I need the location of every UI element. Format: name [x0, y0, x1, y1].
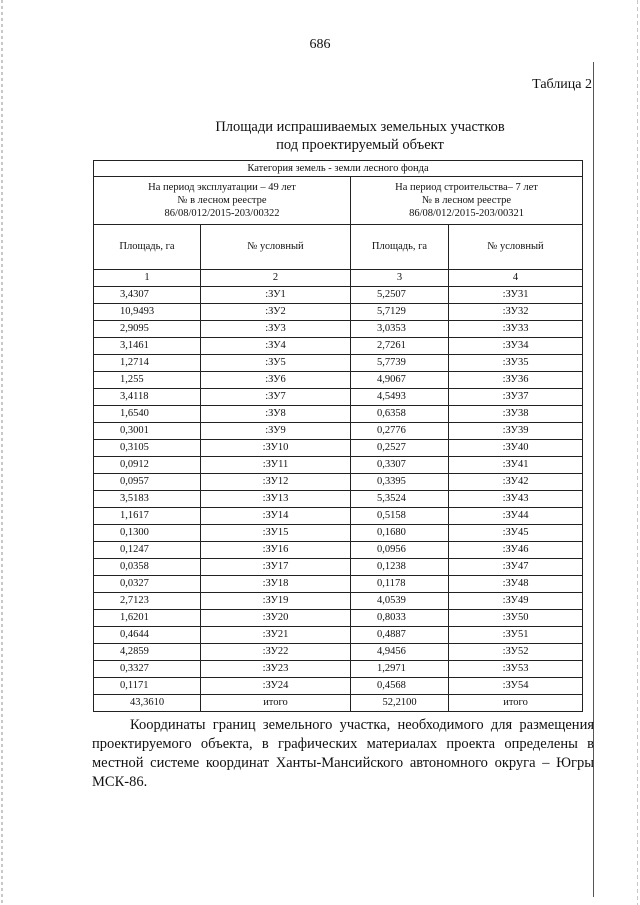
column-number: 1: [94, 270, 201, 287]
table-row: [94, 627, 583, 644]
plot-number-construction: :ЗУ36: [449, 372, 583, 389]
area-construction: 0,4568: [351, 678, 449, 695]
table-row: [94, 559, 583, 576]
plot-number-operation: :ЗУ21: [201, 627, 351, 644]
table-row: [94, 661, 583, 678]
total-area-operation: 43,3610: [94, 695, 201, 712]
plot-number-construction: :ЗУ49: [449, 593, 583, 610]
table-row: [94, 287, 583, 304]
area-operation: 0,3001: [94, 423, 201, 440]
table-row: [94, 610, 583, 627]
area-construction: 0,4887: [351, 627, 449, 644]
land-plots-table: [93, 160, 583, 712]
plot-number-construction: :ЗУ47: [449, 559, 583, 576]
plot-number-operation: :ЗУ9: [201, 423, 351, 440]
plot-number-construction: :ЗУ31: [449, 287, 583, 304]
plot-number-construction: :ЗУ43: [449, 491, 583, 508]
page-number: 686: [309, 37, 331, 52]
table-row: [94, 372, 583, 389]
area-operation: 3,1461: [94, 338, 201, 355]
plot-number-construction: :ЗУ38: [449, 406, 583, 423]
footer-text: Координаты границ земельного участка, необходимого для размещения проектируемого объекта, в графических материалах проекта определены в местной системе координат Ханты-Мансийского автономного округа – Югры МСК-86.: [92, 717, 594, 790]
table-row: [94, 508, 583, 525]
plot-number-construction: :ЗУ54: [449, 678, 583, 695]
construction-period-label: На период строительства– 7 лет: [395, 182, 538, 193]
construction-period-header: [351, 177, 583, 225]
plot-number-operation: :ЗУ4: [201, 338, 351, 355]
column-header: № условный: [449, 225, 583, 270]
area-operation: 1,2714: [94, 355, 201, 372]
area-operation: 2,7123: [94, 593, 201, 610]
area-construction: 4,0539: [351, 593, 449, 610]
table-row: [94, 389, 583, 406]
operation-period-header: [94, 177, 351, 225]
plot-number-construction: :ЗУ44: [449, 508, 583, 525]
plot-number-operation: :ЗУ1: [201, 287, 351, 304]
plot-number-operation: :ЗУ23: [201, 661, 351, 678]
plot-number-operation: :ЗУ19: [201, 593, 351, 610]
area-construction: 0,2776: [351, 423, 449, 440]
column-number: 2: [201, 270, 351, 287]
table-body: [94, 287, 583, 695]
plot-number-operation: :ЗУ16: [201, 542, 351, 559]
plot-number-operation: :ЗУ14: [201, 508, 351, 525]
area-operation: 1,6540: [94, 406, 201, 423]
plot-number-construction: :ЗУ50: [449, 610, 583, 627]
area-operation: 0,4644: [94, 627, 201, 644]
table-row: [94, 321, 583, 338]
area-construction: 4,5493: [351, 389, 449, 406]
area-operation: 1,1617: [94, 508, 201, 525]
area-operation: 10,9493: [94, 304, 201, 321]
table-row: [94, 576, 583, 593]
plot-number-operation: :ЗУ12: [201, 474, 351, 491]
plot-number-operation: :ЗУ6: [201, 372, 351, 389]
plot-number-construction: :ЗУ40: [449, 440, 583, 457]
area-construction: 0,2527: [351, 440, 449, 457]
plot-number-construction: :ЗУ35: [449, 355, 583, 372]
total-label: итого: [449, 695, 583, 712]
column-number: 3: [351, 270, 449, 287]
column-header: № условный: [201, 225, 351, 270]
plot-number-operation: :ЗУ18: [201, 576, 351, 593]
area-operation: 0,0327: [94, 576, 201, 593]
table-title: [0, 118, 640, 154]
area-operation: 1,255: [94, 372, 201, 389]
area-operation: 0,1300: [94, 525, 201, 542]
area-operation: 3,5183: [94, 491, 201, 508]
plot-number-construction: :ЗУ33: [449, 321, 583, 338]
plot-number-operation: :ЗУ24: [201, 678, 351, 695]
totals-row: [94, 695, 583, 712]
area-construction: 3,0353: [351, 321, 449, 338]
table-row: [94, 440, 583, 457]
operation-registry-number: 86/08/012/2015-203/00322: [164, 208, 280, 219]
area-operation: 0,1171: [94, 678, 201, 695]
table-row: [94, 457, 583, 474]
area-operation: 0,1247: [94, 542, 201, 559]
area-operation: 4,2859: [94, 644, 201, 661]
area-operation: 0,3105: [94, 440, 201, 457]
operation-registry-label: № в лесном реестре: [177, 195, 267, 206]
plot-number-operation: :ЗУ20: [201, 610, 351, 627]
table-row: [94, 525, 583, 542]
table-row: [94, 593, 583, 610]
total-label: итого: [201, 695, 351, 712]
table-row: [94, 474, 583, 491]
category-header: Категория земель - земли лесного фонда: [94, 161, 583, 177]
area-construction: 5,3524: [351, 491, 449, 508]
construction-registry-label: № в лесном реестре: [421, 195, 512, 206]
footer-paragraph: [92, 716, 594, 792]
area-construction: 0,0956: [351, 542, 449, 559]
area-construction: 0,1238: [351, 559, 449, 576]
area-operation: 2,9095: [94, 321, 201, 338]
plot-number-operation: :ЗУ7: [201, 389, 351, 406]
plot-number-operation: :ЗУ10: [201, 440, 351, 457]
plot-number-operation: :ЗУ3: [201, 321, 351, 338]
table-row: [94, 304, 583, 321]
plot-number-construction: :ЗУ46: [449, 542, 583, 559]
table-row: [94, 542, 583, 559]
area-construction: 0,5158: [351, 508, 449, 525]
area-construction: 0,8033: [351, 610, 449, 627]
plot-number-construction: :ЗУ51: [449, 627, 583, 644]
plot-number-operation: :ЗУ2: [201, 304, 351, 321]
area-construction: 4,9456: [351, 644, 449, 661]
table-row: [94, 423, 583, 440]
plot-number-construction: :ЗУ48: [449, 576, 583, 593]
area-construction: 4,9067: [351, 372, 449, 389]
table-row: [94, 678, 583, 695]
operation-period-label: На период эксплуатации – 49 лет: [148, 182, 296, 193]
area-construction: 2,7261: [351, 338, 449, 355]
plot-number-construction: :ЗУ52: [449, 644, 583, 661]
table-row: [94, 406, 583, 423]
construction-registry-number: 86/08/012/2015-203/00321: [409, 208, 524, 219]
plot-number-construction: :ЗУ39: [449, 423, 583, 440]
table-label: Таблица 2: [532, 77, 592, 92]
area-construction: 0,3307: [351, 457, 449, 474]
plot-number-operation: :ЗУ13: [201, 491, 351, 508]
table-title-line-2: под проектируемый объект: [276, 137, 444, 153]
plot-number-construction: :ЗУ41: [449, 457, 583, 474]
plot-number-construction: :ЗУ45: [449, 525, 583, 542]
area-construction: 1,2971: [351, 661, 449, 678]
column-header: Площадь, га: [94, 225, 201, 270]
area-construction: 0,6358: [351, 406, 449, 423]
plot-number-operation: :ЗУ15: [201, 525, 351, 542]
table-row: [94, 644, 583, 661]
column-number: 4: [449, 270, 583, 287]
area-operation: 0,0358: [94, 559, 201, 576]
column-header: Площадь, га: [351, 225, 449, 270]
plot-number-construction: :ЗУ37: [449, 389, 583, 406]
area-operation: 3,4118: [94, 389, 201, 406]
plot-number-construction: :ЗУ42: [449, 474, 583, 491]
area-construction: 5,7129: [351, 304, 449, 321]
plot-number-operation: :ЗУ17: [201, 559, 351, 576]
table-row: [94, 355, 583, 372]
plot-number-construction: :ЗУ34: [449, 338, 583, 355]
area-operation: 0,0957: [94, 474, 201, 491]
area-operation: 1,6201: [94, 610, 201, 627]
plot-number-operation: :ЗУ5: [201, 355, 351, 372]
plot-number-operation: :ЗУ8: [201, 406, 351, 423]
area-construction: 0,1178: [351, 576, 449, 593]
plot-number-construction: :ЗУ53: [449, 661, 583, 678]
area-construction: 5,7739: [351, 355, 449, 372]
plot-number-construction: :ЗУ32: [449, 304, 583, 321]
area-operation: 0,0912: [94, 457, 201, 474]
plot-number-operation: :ЗУ11: [201, 457, 351, 474]
area-operation: 3,4307: [94, 287, 201, 304]
table-row: [94, 491, 583, 508]
table-title-line-1: Площади испрашиваемых земельных участков: [215, 119, 505, 135]
plot-number-operation: :ЗУ22: [201, 644, 351, 661]
area-operation: 0,3327: [94, 661, 201, 678]
table-row: [94, 338, 583, 355]
area-construction: 0,1680: [351, 525, 449, 542]
total-area-construction: 52,2100: [351, 695, 449, 712]
area-construction: 5,2507: [351, 287, 449, 304]
area-construction: 0,3395: [351, 474, 449, 491]
